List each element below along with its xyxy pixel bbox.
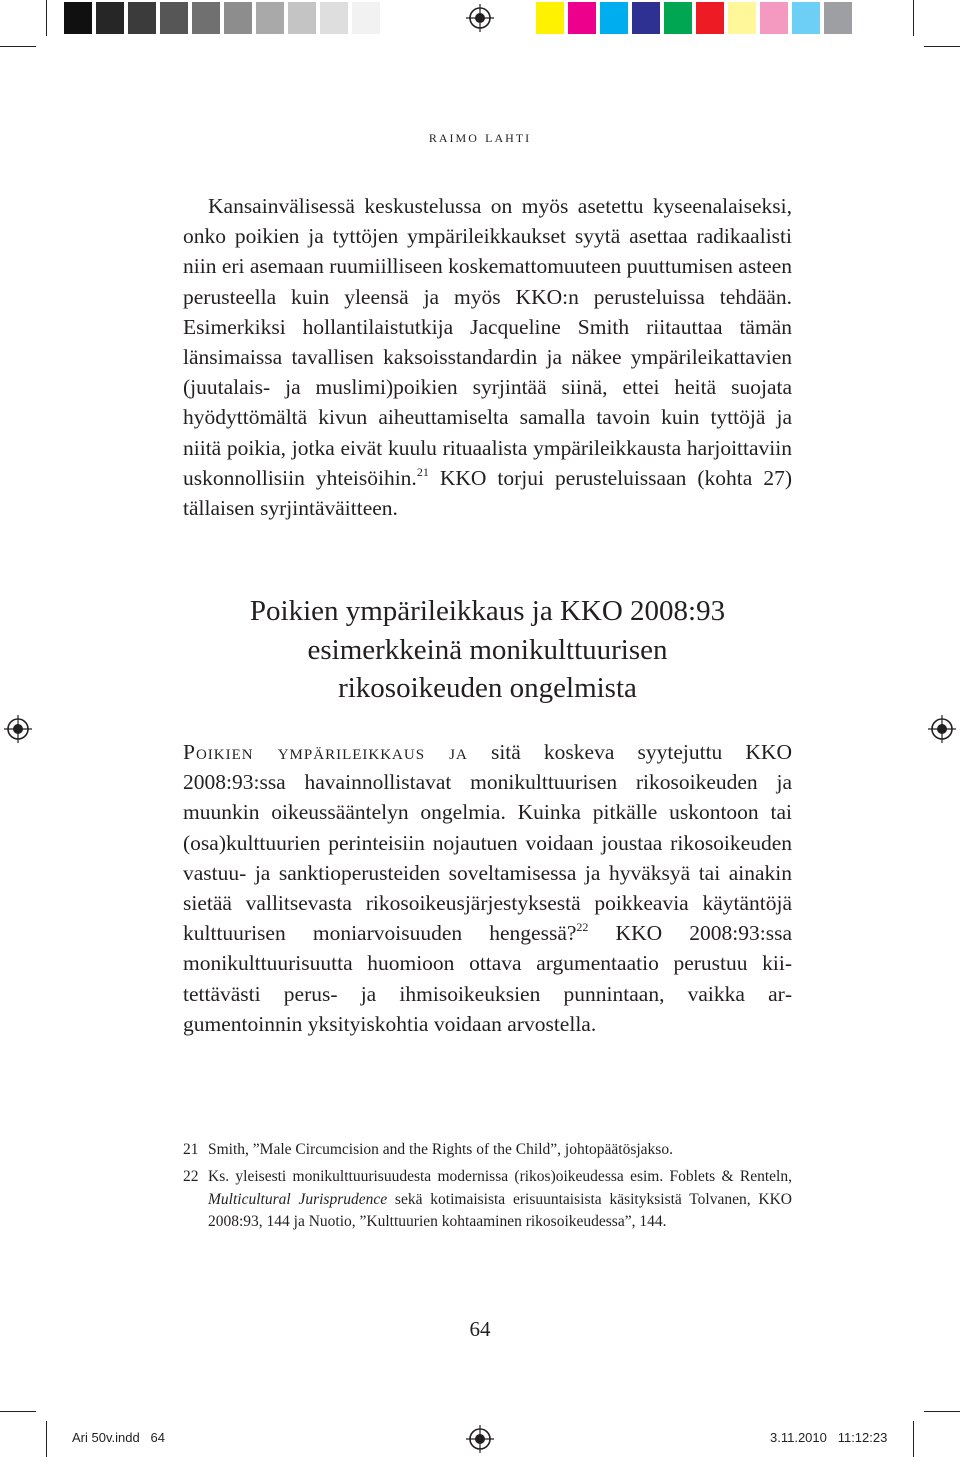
footnote: [183, 1139, 792, 1162]
paragraph-text: sitä koskeva syytejuttu KKO 2008:93:ssa havainnollistavat monikulttuurisen rikosoikeuden ja muunkin oikeussääntelyn ongelmia. Kuinka pitkälle uskontoon tai (osa)kulttuurien perinteisiin nojautuen voidaan joustaa rikosoikeuden vastuu- ja sanktioperusteiden soveltamisessa ja hyväksyä tai ainakin sietää vallitsevasta rikosoikeusjärjestyksestä poikkeavia käytäntöjä kulttuurisen moniarvoisuuden hengessä?: [183, 740, 792, 946]
body-paragraph: [183, 737, 792, 1039]
color-swatch: [760, 2, 788, 34]
color-swatch: [224, 2, 252, 34]
color-swatch: [664, 2, 692, 34]
color-swatch: [320, 2, 348, 34]
heading-line: esimerkkeinä monikulttuurisen: [307, 633, 668, 666]
crop-mark: [46, 0, 47, 36]
footnote-number: 21: [183, 1141, 199, 1158]
footnote-reference[interactable]: 22: [576, 920, 589, 935]
crop-mark: [924, 46, 960, 47]
process-color-bar: [536, 2, 856, 34]
color-swatch: [256, 2, 284, 34]
crop-mark: [0, 1411, 36, 1412]
paragraph-text: Kansainvälisessä keskustelussa on myös asetettu kyseenalaiseksi, onko poikien ja tyttöjen ympärileikkaukset syytä asettaa radikaalisti niin eri asemaan ruumiilliseen koskemattomuuteen puuttumisen asteen perusteella kuin yleensä ja myös KKO:n perusteluissa tehdään. Esimerkiksi hollantilaistutkija Jacqueline Smith riitauttaa tämän länsimaissa tavallisen kaksoisstandardin ja näkee ympärileikattavien (juutalais- ja muslimi)poikien syrjintää siinä, ettei heitä suojata hyödyttömältä kivun aiheuttamiselta samalla tavoin kuin tyttöjä ja niitä poikia, jotka eivät kuulu rituaalista ympärileikkausta harjoittaviin uskonnollisiin yhteisöihin.: [183, 194, 793, 490]
footnote-italic-title: Multicultural Jurisprudence: [208, 1190, 388, 1208]
color-swatch: [192, 2, 220, 34]
paragraph-text: KKO torjui perusteluissaan (kohta 27) tällaisen syrjintäväitteen.: [183, 465, 793, 521]
heading-line: Poikien ympärileikkaus ja KKO 2008:93: [249, 595, 726, 627]
footnote-text-part: sekä kotimaisista erisuuntaisista käsityksistä Tolvanen, KKO 2008:93, 144 ja Nuotio, ”Kulttuurien kohtaaminen rikosoikeudessa”, 144.: [208, 1190, 792, 1231]
footnote: [183, 1166, 792, 1234]
heading-line: rikosoikeuden ongelmista: [338, 672, 637, 704]
section-heading: [183, 592, 792, 708]
color-swatch: [568, 2, 596, 34]
grayscale-color-bar: [64, 2, 384, 34]
crop-mark: [0, 46, 36, 47]
page-number: 64: [469, 1317, 491, 1341]
crop-mark: [913, 1421, 914, 1457]
running-head: raimo lahti: [428, 127, 532, 146]
footnote-reference[interactable]: 21: [416, 464, 429, 479]
registration-mark-icon: [4, 715, 32, 743]
color-swatch: [288, 2, 316, 34]
footnote-text: Smith, ”Male Circumcision and the Rights of the Child”, johtopäätösjakso.: [208, 1141, 673, 1158]
color-swatch: [600, 2, 628, 34]
small-caps-lead-in: Poikien ympärileikkaus ja: [183, 740, 468, 764]
footnote-number: 22: [183, 1168, 199, 1185]
registration-mark-icon: [466, 1425, 494, 1453]
crop-mark: [924, 1411, 960, 1412]
body-paragraph: [183, 191, 792, 523]
color-swatch: [96, 2, 124, 34]
color-swatch: [536, 2, 564, 34]
color-swatch: [792, 2, 820, 34]
color-swatch: [160, 2, 188, 34]
footnote-text: [208, 1166, 792, 1234]
footnote-text-part: Ks. yleisesti monikulttuurisuudesta modernissa (rikos)oikeudessa esim. Foblets & Renteln,: [208, 1168, 792, 1185]
registration-mark-icon: [928, 715, 956, 743]
crop-mark: [46, 1421, 47, 1457]
crop-mark: [913, 0, 914, 36]
color-swatch: [64, 2, 92, 34]
slug-filename: Ari 50v.indd 64: [72, 1430, 165, 1445]
color-swatch: [632, 2, 660, 34]
color-swatch: [824, 2, 852, 34]
color-swatch: [352, 2, 380, 34]
color-swatch: [696, 2, 724, 34]
color-swatch: [728, 2, 756, 34]
slug-timestamp: 3.11.2010 11:12:23: [770, 1430, 888, 1445]
paragraph-text: KKO 2008:93:ssa monikulttuurisuutta huomioon ottava argumentaatio perustuu kiitettävästi perus- ja ihmisoikeuksien punnintaan, vaikka argumentoinnin yksityiskohtia voidaan arvostella.: [183, 921, 792, 1036]
color-swatch: [128, 2, 156, 34]
registration-mark-icon: [466, 4, 494, 32]
